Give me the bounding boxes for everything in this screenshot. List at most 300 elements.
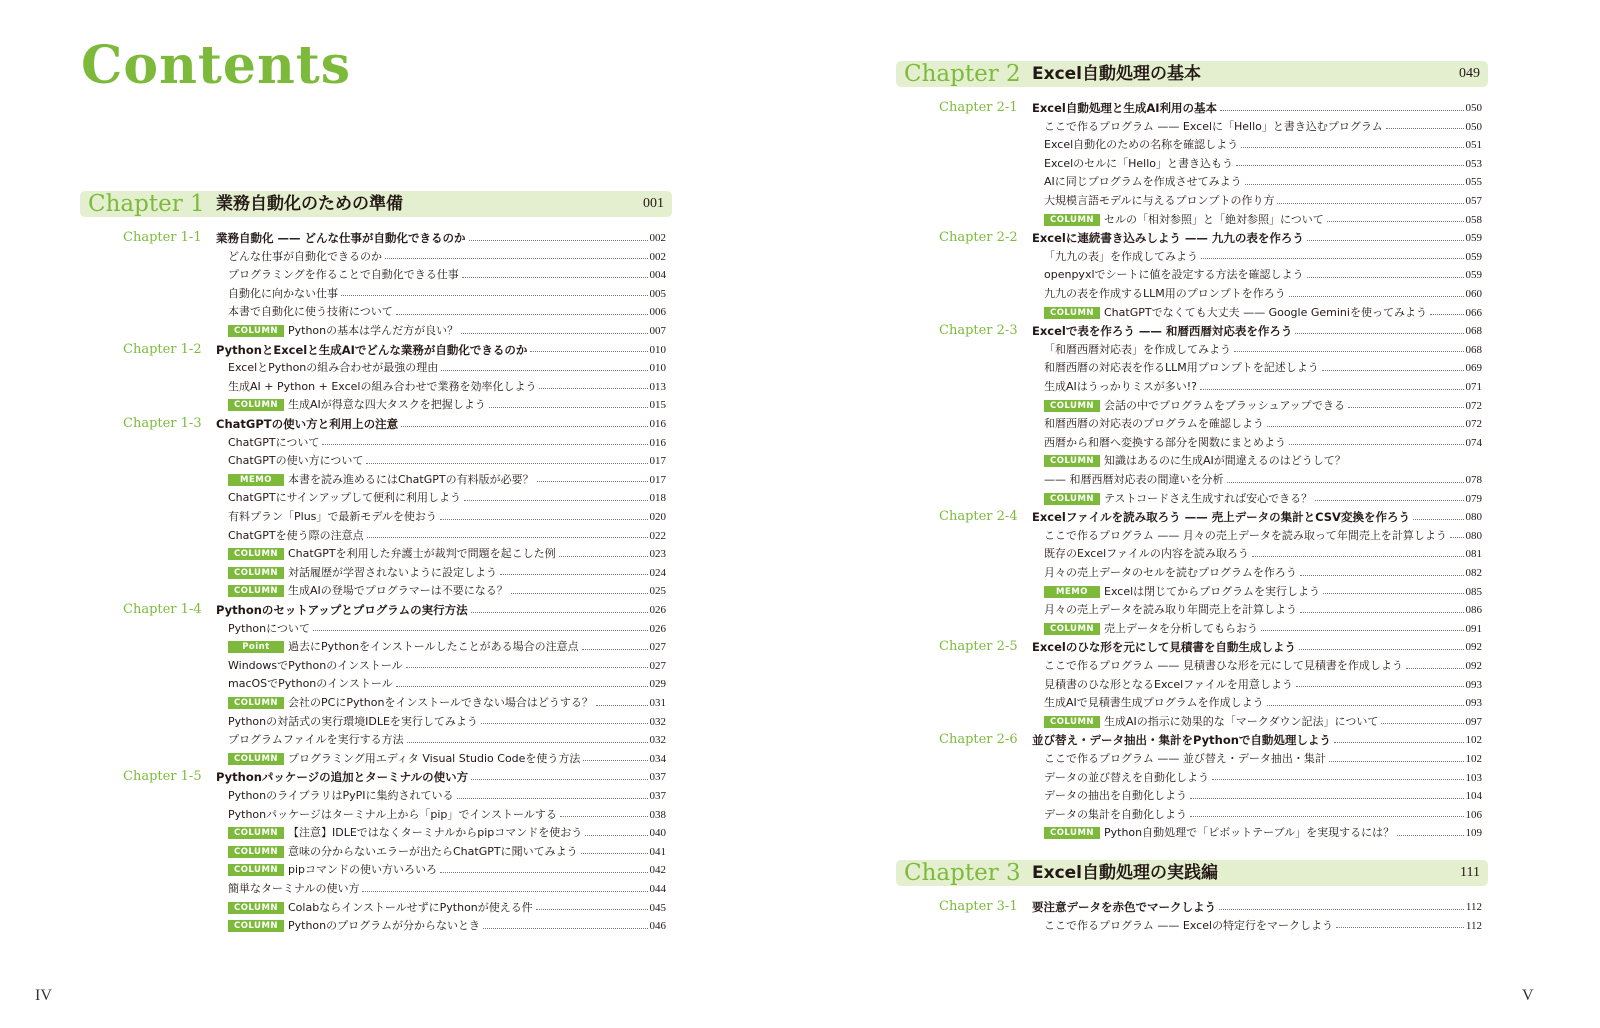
entry-page-number: 068 (1465, 325, 1482, 338)
toc-entry[interactable] (1044, 266, 1482, 284)
entry-page-number: 040 (649, 827, 666, 840)
entry-title: 「九九の表」を作成してみよう (1044, 249, 1198, 263)
entry-page-number: 037 (649, 771, 666, 784)
dot-leader (1315, 500, 1463, 501)
entry-page-number: 106 (1465, 808, 1482, 821)
dot-leader (1236, 165, 1463, 166)
entry-page-number: 057 (1465, 195, 1482, 207)
dot-leader (1323, 593, 1463, 594)
entry-page-number: 104 (1465, 790, 1482, 803)
toc-entry[interactable] (228, 731, 666, 749)
toc-section[interactable] (1032, 322, 1482, 340)
entry-page-number: 010 (649, 362, 666, 375)
entry-page-number: 002 (649, 232, 666, 244)
toc-entry[interactable] (1044, 136, 1482, 154)
entry-badge: COLUMN (1044, 493, 1100, 505)
entry-page-number: 059 (1465, 232, 1482, 245)
entry-page-number: 102 (1465, 753, 1482, 765)
dot-leader (406, 667, 648, 668)
entry-page-number: 022 (649, 529, 666, 542)
toc-section[interactable] (1032, 731, 1482, 749)
entry-title: ChatGPTの使い方について (228, 454, 364, 468)
entry-page-number: 074 (1465, 436, 1482, 449)
toc-entry[interactable] (1044, 211, 1482, 229)
entry-page-number: 042 (649, 864, 666, 877)
entry-title: Pythonパッケージはターミナル上から「pip」でインストールする (228, 807, 557, 821)
toc-entry[interactable] (228, 378, 666, 396)
entry-title: Excelのセルに「Hello」と書き込もう (1044, 156, 1234, 170)
toc-entry[interactable] (228, 899, 666, 917)
dot-leader (362, 891, 647, 892)
dot-leader (1327, 221, 1464, 222)
entry-title: ここで作るプログラム —— 見積書ひな形を元にして見積書を作成しよう (1044, 659, 1403, 672)
entry-badge: COLUMN (228, 753, 284, 765)
section-label: Chapter 2-6 (939, 732, 1018, 748)
entry-page-number: 026 (649, 604, 666, 616)
toc-entry[interactable] (1044, 378, 1482, 396)
dot-leader (1300, 612, 1464, 613)
toc-entry[interactable] (1044, 620, 1482, 638)
entry-page-number: 059 (1465, 250, 1482, 263)
entry-page-number: 097 (1465, 715, 1482, 728)
entry-title: 月々の売上データを読み取り年間売上を計算しよう (1044, 603, 1297, 617)
dot-leader (583, 760, 647, 761)
entry-badge: COLUMN (1044, 455, 1100, 467)
dot-leader (1295, 333, 1463, 334)
entry-badge: COLUMN (228, 585, 284, 597)
toc-entry[interactable] (228, 266, 666, 284)
toc-entry[interactable] (228, 713, 666, 731)
dot-leader (1450, 537, 1464, 538)
toc-entry[interactable] (1044, 434, 1482, 452)
toc-entry[interactable] (228, 527, 666, 545)
entry-page-number: 017 (649, 455, 666, 468)
entry-title: ExcelとPythonの組み合わせが最強の理由 (228, 361, 439, 375)
section-label: Chapter 1-5 (123, 769, 202, 785)
dot-leader (396, 686, 648, 687)
entry-page-number: 010 (649, 343, 666, 356)
dot-leader (500, 574, 648, 575)
entry-page-number: 025 (649, 585, 666, 598)
entry-page-number: 092 (1465, 641, 1482, 654)
dot-leader (407, 742, 648, 743)
toc-entry[interactable] (1044, 657, 1482, 675)
entry-page-number: 060 (1465, 288, 1482, 300)
dot-leader (469, 240, 648, 241)
toc-entry[interactable] (228, 452, 666, 470)
chapter-page-number: 111 (1460, 865, 1480, 880)
dot-leader (1267, 705, 1464, 706)
toc-entry[interactable] (1044, 601, 1482, 619)
dot-leader (511, 593, 648, 594)
dot-leader (582, 649, 648, 650)
entry-title: 生成AIで見積書生成プログラムを作成しよう (1044, 696, 1264, 710)
dot-leader (1406, 668, 1464, 669)
entry-badge: COLUMN (228, 697, 284, 709)
entry-badge: COLUMN (228, 902, 284, 914)
toc-entry[interactable] (1044, 304, 1482, 322)
entry-title: Pythonについて (228, 621, 310, 635)
section-label: Chapter 1-2 (123, 341, 202, 357)
entry-page-number: 093 (1465, 678, 1482, 691)
entry-page-number: 044 (649, 883, 666, 895)
toc-section[interactable] (1032, 508, 1482, 526)
entry-page-number: 112 (1465, 919, 1482, 932)
entry-title: 対話履歴が学習されないように設定しよう (288, 565, 497, 579)
entry-title: 生成AIの指示に効果的な「マークダウン記法」について (1104, 714, 1379, 728)
dot-leader (313, 630, 648, 631)
entry-title: 「和暦西暦対応表」を作成してみよう (1044, 342, 1231, 356)
page-number-left: IV (35, 987, 52, 1004)
chapter-label: Chapter 1 (88, 191, 205, 217)
toc-entry[interactable] (1044, 564, 1482, 582)
toc-entry[interactable] (228, 750, 666, 768)
entry-page-number: 058 (1465, 213, 1482, 226)
entry-title: 既存のExcelファイルの内容を読み取ろう (1044, 547, 1249, 561)
entry-title: Excel自動化のための名称を確認しよう (1044, 138, 1239, 152)
chapter-3-header[interactable] (896, 860, 1488, 886)
dot-leader (1220, 110, 1463, 111)
dot-leader (560, 816, 648, 817)
entry-title: AIに同じプログラムを作成させてみよう (1044, 175, 1242, 189)
entry-title: 会話の中でプログラムをブラッシュアップできる (1104, 398, 1346, 412)
entry-badge: COLUMN (228, 920, 284, 932)
entry-page-number: 005 (649, 287, 666, 300)
entry-page-number: 082 (1465, 567, 1482, 579)
entry-page-number: 068 (1465, 343, 1482, 356)
entry-page-number: 092 (1465, 660, 1482, 672)
entry-title: Excelのひな形を元にして見積書を自動生成しよう (1032, 640, 1296, 655)
dot-leader (596, 705, 648, 706)
entry-title: 生成AIはうっかりミスが多い!? (1044, 380, 1198, 393)
toc-entry[interactable] (228, 638, 666, 656)
entry-page-number: 053 (1465, 157, 1482, 170)
entry-page-number: 032 (649, 715, 666, 728)
section-label: Chapter 2-4 (939, 509, 1018, 525)
dot-leader (1234, 351, 1464, 352)
entry-title: 月々の売上データのセルを読むプログラムを作ろう (1044, 566, 1297, 579)
dot-leader (462, 277, 648, 278)
entry-page-number: 109 (1465, 827, 1482, 840)
toc-entry[interactable] (1044, 545, 1482, 563)
toc-entry[interactable] (1044, 806, 1482, 824)
dot-leader (1200, 389, 1463, 390)
entry-page-number: 026 (649, 622, 666, 635)
entry-page-number: 086 (1465, 604, 1482, 617)
entry-title: ここで作るプログラム —— Excelの特定行をマークしよう (1044, 918, 1334, 932)
dot-leader (1348, 407, 1463, 408)
entry-title: Python自動処理で「ピボットテーブル」を実現するには？ (1104, 826, 1395, 840)
entry-badge: COLUMN (228, 399, 284, 411)
dot-leader (585, 835, 647, 836)
toc-entry[interactable] (228, 620, 666, 638)
dot-leader (1307, 240, 1464, 241)
dot-leader (322, 444, 647, 445)
toc-entry[interactable] (228, 880, 666, 898)
toc-section[interactable] (1032, 638, 1482, 656)
dot-leader (481, 723, 648, 724)
toc-entry[interactable] (228, 471, 666, 489)
chapter-2-header[interactable] (896, 61, 1488, 87)
toc-section[interactable] (1032, 99, 1482, 117)
entry-page-number: 027 (649, 641, 666, 654)
toc-entry[interactable] (1044, 769, 1482, 787)
toc-section[interactable] (1032, 229, 1482, 247)
entry-page-number: 079 (1465, 492, 1482, 505)
entry-page-number: 051 (1465, 139, 1482, 152)
toc-section[interactable] (216, 341, 666, 359)
dot-leader (1219, 909, 1464, 910)
entry-page-number: 066 (1465, 306, 1482, 319)
toc-section[interactable] (1032, 898, 1482, 916)
toc-entry[interactable] (1044, 917, 1482, 935)
toc-entry[interactable] (228, 248, 666, 266)
dot-leader (341, 295, 648, 296)
toc-section[interactable] (216, 768, 666, 786)
entry-page-number: 023 (649, 548, 666, 561)
entry-title: Pythonのプログラムが分からないとき (288, 919, 481, 933)
chapter-page-number: 001 (643, 196, 664, 211)
toc-entry[interactable] (228, 582, 666, 600)
entry-title: PythonのライブラリはPyPIに集約されている (228, 789, 454, 802)
entry-title: Pythonの基本は学んだ方が良い？ (288, 324, 459, 337)
entry-title: ここで作るプログラム —— Excelに「Hello」と書き込むプログラム (1044, 119, 1383, 133)
dot-leader (536, 909, 648, 910)
entry-title: データの集計を自動化しよう (1044, 807, 1187, 821)
dot-leader (1336, 927, 1464, 928)
dot-leader (539, 388, 647, 389)
toc-entry[interactable] (228, 285, 666, 303)
dot-leader (1289, 444, 1464, 445)
toc-entry[interactable] (1044, 192, 1482, 210)
dot-leader (441, 370, 647, 371)
toc-entry[interactable] (1044, 471, 1482, 489)
entry-page-number: 017 (649, 473, 666, 486)
section-label: Chapter 1-4 (123, 602, 202, 617)
toc-entry[interactable] (228, 489, 666, 507)
entry-page-number: 071 (1465, 381, 1482, 393)
dot-leader (1322, 370, 1464, 371)
entry-title: Excelに連続書き込みしよう —— 九九の表を作ろう (1032, 231, 1304, 246)
toc-entry[interactable] (1044, 285, 1482, 303)
entry-title: Pythonパッケージの追加とターミナルの使い方 (216, 770, 469, 785)
entry-page-number: 046 (649, 920, 666, 933)
section-label: Chapter 2-3 (939, 323, 1018, 339)
entry-title: 大規模言語モデルに与えるプロンプトの作り方 (1044, 194, 1275, 207)
dot-leader (367, 537, 648, 538)
entry-title: テストコードさえ生成すれば安心できる？ (1104, 491, 1313, 505)
entry-title: PythonとExcelと生成AIでどんな業務が自動化できるのか (216, 342, 528, 357)
toc-entry[interactable] (1044, 676, 1482, 694)
dot-leader (457, 798, 648, 799)
toc-section[interactable] (216, 601, 666, 619)
entry-badge: COLUMN (228, 325, 284, 337)
entry-page-number: 080 (1465, 511, 1482, 524)
page-number-right: V (1522, 987, 1534, 1004)
toc-entry[interactable] (228, 545, 666, 563)
dot-leader (1190, 816, 1464, 817)
entry-badge: COLUMN (228, 567, 284, 579)
entry-badge: COLUMN (1044, 827, 1100, 839)
entry-page-number: 112 (1465, 901, 1482, 913)
chapter-1-header[interactable] (80, 191, 672, 217)
section-label: Chapter 1-1 (123, 230, 202, 245)
toc-entry[interactable] (228, 564, 666, 582)
dot-leader (471, 612, 648, 613)
toc-entry[interactable] (1044, 787, 1482, 805)
toc-entry[interactable] (228, 843, 666, 861)
entry-page-number: 069 (1465, 362, 1482, 375)
entry-page-number: 007 (649, 325, 666, 337)
entry-badge: COLUMN (1044, 400, 1100, 412)
toc-entry[interactable] (228, 806, 666, 824)
dot-leader (1386, 128, 1464, 129)
dot-leader (461, 333, 647, 334)
entry-page-number: 037 (649, 790, 666, 802)
entry-page-number: 093 (1465, 697, 1482, 710)
entry-page-number: 081 (1465, 548, 1482, 561)
dot-leader (1381, 723, 1463, 724)
entry-title: ChatGPTを使う際の注意点 (228, 528, 364, 542)
dot-leader (1299, 649, 1464, 650)
toc-entry[interactable] (1044, 118, 1482, 136)
toc-entry[interactable] (228, 917, 666, 935)
toc-entry[interactable] (1044, 824, 1482, 842)
entry-title: ChatGPTでなくても大丈夫 —— Google Geminiを使ってみよう (1104, 305, 1427, 319)
section-label: Chapter 3-1 (939, 899, 1018, 914)
entry-page-number: 029 (649, 678, 666, 691)
toc-entry[interactable] (228, 396, 666, 414)
section-label: Chapter 2-5 (939, 639, 1018, 655)
entry-page-number: 072 (1465, 399, 1482, 412)
chapter-page-number: 049 (1459, 66, 1480, 81)
dot-leader (489, 407, 648, 408)
entry-title: どんな仕事が自動化できるのか (228, 249, 382, 263)
entry-title: 会社のPCにPythonをインストールできない場合はどうする？ (288, 696, 593, 709)
section-label: Chapter 1-3 (123, 416, 202, 431)
entry-title: ここで作るプログラム —— 並び替え・データ抽出・集計 (1044, 752, 1326, 765)
toc-entry[interactable] (228, 694, 666, 712)
entry-title: openpyxlでシートに値を設定する方法を確認しよう (1044, 268, 1304, 282)
dot-leader (559, 556, 648, 557)
entry-title: pipコマンドの使い方いろいろ (288, 863, 438, 877)
chapter-label: Chapter 2 (904, 61, 1021, 87)
toc-entry[interactable] (228, 303, 666, 321)
entry-title: 有料プラン「Plus」で最新モデルを使おう (228, 510, 437, 523)
entry-title: 本書を読み進めるにはChatGPTの有料版が必要？ (288, 472, 534, 486)
entry-page-number: 016 (649, 418, 666, 430)
entry-page-number: 045 (649, 901, 666, 914)
entry-page-number: 080 (1465, 529, 1482, 542)
toc-section[interactable] (216, 229, 666, 247)
entry-page-number: 050 (1465, 102, 1482, 114)
section-label: Chapter 2-1 (939, 100, 1018, 115)
toc-entry[interactable] (1044, 397, 1482, 415)
entry-title: プログラムファイルを実行する方法 (228, 733, 404, 747)
dot-leader (440, 872, 647, 873)
entry-page-number: 013 (649, 380, 666, 393)
toc-entry[interactable] (228, 824, 666, 842)
section-label: Chapter 2-2 (939, 230, 1018, 246)
dot-leader (1212, 779, 1464, 780)
entry-page-number: 027 (649, 659, 666, 672)
entry-page-number: 015 (649, 399, 666, 412)
toc-entry[interactable] (228, 657, 666, 675)
entry-badge: COLUMN (1044, 623, 1100, 635)
toc-entry[interactable] (1044, 341, 1482, 359)
toc-entry[interactable] (1044, 248, 1482, 266)
entry-title: Pythonのセットアップとプログラムの実行方法 (216, 603, 468, 617)
entry-title: Excelは閉じてからプログラムを実行しよう (1104, 584, 1321, 598)
dot-leader (483, 928, 647, 929)
toc-entry[interactable] (1044, 173, 1482, 191)
entry-badge: COLUMN (228, 548, 284, 560)
chapter-label: Chapter 3 (904, 860, 1021, 886)
entry-page-number: 102 (1465, 734, 1482, 747)
dot-leader (1334, 742, 1464, 743)
toc-entry[interactable] (228, 508, 666, 526)
toc-entry[interactable] (1044, 490, 1482, 508)
entry-title: 生成AIの登場でプログラマーは不要になる？ (288, 584, 508, 598)
dot-leader (1267, 426, 1464, 427)
dot-leader (1261, 630, 1464, 631)
entry-title: ChatGPTを利用した弁護士が裁判で問題を起こした例 (288, 547, 556, 561)
chapter-title: Excel自動処理の実践編 (1032, 863, 1219, 883)
toc-entry[interactable] (1044, 155, 1482, 173)
contents-title: Contents (81, 35, 352, 96)
toc-entry[interactable] (228, 322, 666, 340)
dot-leader (1307, 277, 1464, 278)
toc-entry[interactable] (1044, 713, 1482, 731)
toc-entry[interactable] (1044, 527, 1482, 545)
entry-title: macOSでPythonのインストール (228, 677, 393, 691)
toc-entry[interactable] (228, 861, 666, 879)
entry-title: Excelファイルを読み取ろう —— 売上データの集計とCSV変換を作ろう (1032, 510, 1410, 525)
toc-entry[interactable] (228, 675, 666, 693)
toc-section[interactable] (216, 415, 666, 433)
entry-badge: COLUMN (228, 846, 284, 858)
dot-leader (1289, 296, 1464, 297)
toc-entry[interactable] (1044, 583, 1482, 601)
right-page (800, 0, 1600, 1028)
toc-entry[interactable] (1044, 750, 1482, 768)
dot-leader (1296, 686, 1464, 687)
dot-leader (1227, 482, 1464, 483)
entry-title: —— 和暦西暦対応表の間違いを分析 (1044, 473, 1224, 486)
entry-title: Excel自動処理と生成AI利用の基本 (1032, 101, 1218, 115)
entry-title: プログラミングを作ることで自動化できる仕事 (228, 268, 459, 282)
toc-entry[interactable] (1044, 694, 1482, 712)
entry-title: 過去にPythonをインストールしたことがある場合の注意点 (288, 640, 579, 654)
entry-title: ここで作るプログラム —— 月々の売上データを読み取って年間売上を計算しよう (1044, 528, 1447, 542)
dot-leader (1245, 184, 1464, 185)
entry-page-number: 055 (1465, 176, 1482, 189)
entry-page-number: 103 (1465, 771, 1482, 784)
dot-leader (1300, 575, 1464, 576)
toc-entry[interactable] (1044, 359, 1482, 377)
entry-title: 簡単なターミナルの使い方 (228, 882, 360, 895)
dot-leader (1201, 258, 1464, 259)
toc-entry[interactable] (228, 434, 666, 452)
entry-title: ChatGPTの使い方と利用上の注意 (216, 417, 399, 431)
entry-page-number: 078 (1465, 474, 1482, 486)
entry-badge: Point (228, 641, 284, 653)
toc-entry[interactable] (228, 359, 666, 377)
entry-badge: MEMO (1044, 586, 1100, 598)
toc-entry[interactable] (1044, 452, 1482, 470)
toc-entry[interactable] (228, 787, 666, 805)
toc-entry[interactable] (1044, 415, 1482, 433)
